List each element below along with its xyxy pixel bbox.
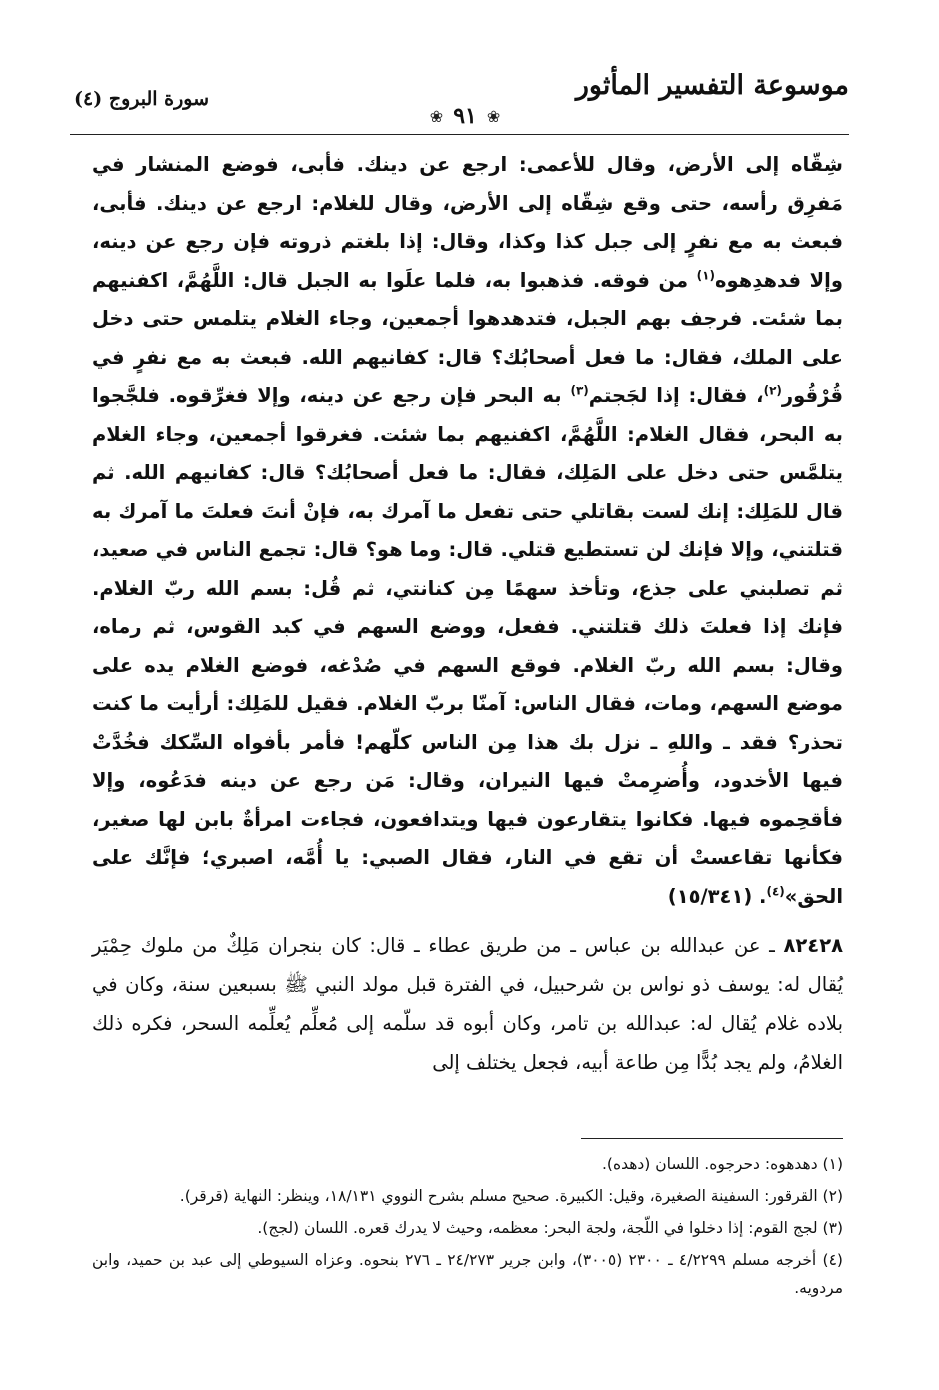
main-text-part: . (١٥/٣٤١) [667,884,767,908]
main-text-part: به البحر فإن رجع عن دينه، وإلا فغرِّقوه. فلجَّجوا به البحر، فقال الغلام: اللَّهُمَّ، اكفنيهم بما شئت. فغرقوا أجمعين، وجاء الغلام يتلمَّس حتى دخل على المَلِك، فقال: ما فعل أصحابُك؟ قال: كفانيهم الله. ثم قال للمَلِك: إنك لست بقاتلي حتى تفعل ما آمرك به، فإنْ أنتَ فعلتَ ما آمرك به قتلتني، وإلا فإنك لن تستطيع قتلي. قال: وما هو؟ قال: تجمع الناس في صعيد، ثم تصلبني على جذع، وتأخذ سهمًا مِن كنانتي، ثم قُل: بسم الله ربّ الغلام. فإنك إذا فعلتَ ذلك قتلتني. ففعل، ووضع السهم في كبد القوس، ثم رماه، وقال: بسم الله ربّ الغلام. فوقع السهم في صُدْغه، فوضع الغلام يده على موضع السهم، ومات، فقال الناس: آمنّا بربّ الغلام. فقيل للمَلِك: أرأيت ما كنت تحذر؟ فقد ـ واللهِ ـ نزل بك هذا مِن الناس كلّهم! فأمر بأفواه السِّكك فخُدَّتْ فيها الأخدود، وأُضرِمتْ فيها النيران، وقال: مَن رجع عن دينه فدَعُوه، وإلا فأقحِموه فيها. فكانوا يتقارعون فيها ويتدافعون، فجاءت امرأةٌ بابن لها صغير، فكأنها تقاعستْ أن تقع في النار، فقال الصبي: يا أُمَّه، اصبري؛ فإنَّك على الحق» [92,384,843,908]
surah-title: سورة البروج (٤) [74,88,210,110]
footnote-ref: (٣) [570,383,589,398]
footnote: (٣) لجج القوم: إذا دخلوا في اللّجة، ولجة البحر: معظمه، وحيث لا يدرك قعره. اللسان (لجج). [257,1219,843,1237]
ornament-icon: ❀ [429,106,444,126]
ornament-icon: ❀ [486,106,501,126]
main-text-part: من فوقه. فذهبوا به، فلما علَوا به الجبل قال: اللَّهُمَّ، اكفنيهم بما شئت. فرجف بهم الجبل، فتدهدهوا أجمعين، وجاء الغلام يتلمس حتى دخل على الملك، فقال: ما فعل أصحابُك؟ قال: كفانيهم الله. فبعث به مع نفرٍ في قُرْقُور [92,268,843,407]
footnote-ref: (١) [696,268,715,282]
footnotes [92,1150,843,1306]
page-header [60,60,849,140]
narration-paragraph [92,926,843,1082]
main-text-part: شِقّاه إلى الأرض، وقال للأعمى: ارجع عن دينك. فأبى، فوضع المنشار في مَفرِق رأسه، حتى وقع شِقّاه إلى الأرض، وقال للغلام: ارجع عن دينك. فأبى، فبعث به مع نفرٍ إلى جبل كذا وكذا، وقال: إذا بلغتم ذروته فإن رجع عن دينه، وإلا فدهدِهوه [92,153,843,292]
footnote-ref: (٢) [763,383,782,398]
footnote: (٤) أخرجه مسلم ٤/٢٢٩٩ ـ ٢٣٠٠ (٣٠٠٥)، وابن جرير ٢٤/٢٧٣ ـ ٢٧٦ بنحوه. وعزاه السيوطي إلى عبد بن حميد، وابن مردويه. [92,1251,843,1297]
page-number-group [390,96,540,136]
footnote: (١) دهدهوه: دحرجوه. اللسان (دهده). [601,1155,843,1173]
main-text-part: ، فقال: إذا لجَجتم [588,384,764,407]
header-divider [70,134,849,135]
page-number: ٩١ [453,103,477,129]
footnote: (٢) القرقور: السفينة الصغيرة، وقيل: الكبيرة. صحيح مسلم بشرح النووي ١٨/١٣١، وينظر: النهاية (قرقر). [179,1187,843,1205]
footnote-ref: (٤) [766,884,785,898]
book-title: موسوعة التفسير المأثور [575,70,849,101]
narration-text: ـ عن عبدالله بن عباس ـ من طريق عطاء ـ قال: كان بنجران مَلِكٌ من ملوك حِمْيَر يُقال له: يوسف ذو نواس بن شرحبيل، في الفترة قبل مولد النبي ﷺ بسبعين سنة، وكان في بلاده غلام يُقال له: عبدالله بن تامر، وكان أبوه قد سلّمه إلى مُعلِّم يُعلِّمه السحر، فكره ذلك الغلامُ، ولم يجد بُدًّا مِن طاعة أبيه، فجعل يختلف إلى [92,934,843,1074]
main-paragraph [92,146,843,916]
main-text [92,146,843,916]
narration-number: ٨٢٤٢٨ [783,934,843,957]
footnote-divider [581,1138,843,1139]
